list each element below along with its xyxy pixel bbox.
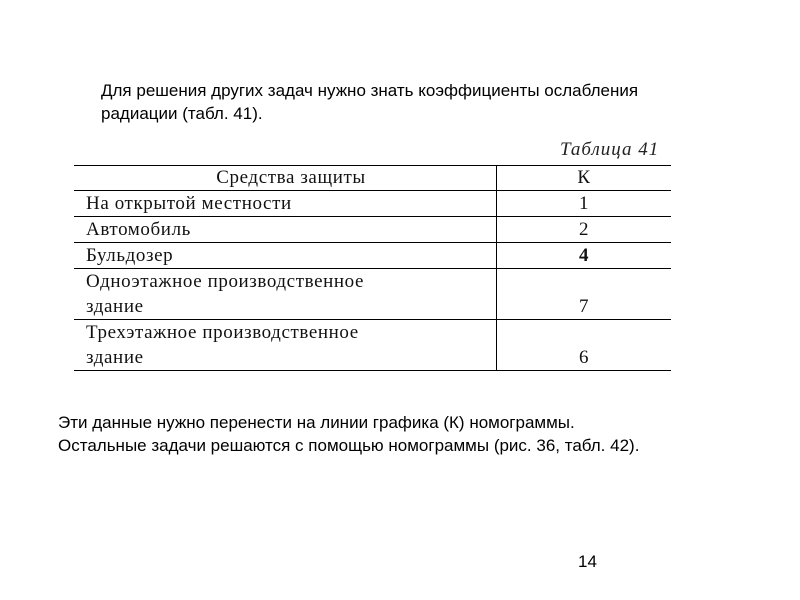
- row-name: Бульдозер: [74, 243, 497, 269]
- table-caption: Таблица 41: [560, 139, 660, 160]
- intro-line-1: Для решения других задач нужно знать коэффициенты ослабления: [101, 81, 639, 100]
- row-name-line-1: Трехэтажное производственное: [86, 322, 359, 343]
- row-name: [74, 320, 497, 371]
- header-protection-means: Средства защиты: [74, 166, 497, 191]
- row-k-value: 4: [497, 243, 672, 269]
- row-k-value: 2: [497, 217, 672, 243]
- table-header-row: [74, 166, 671, 191]
- outro-line-2: Остальные задачи решаются с помощью номограммы (рис. 36, табл. 42).: [58, 436, 640, 455]
- row-name: На открытой местности: [74, 191, 497, 217]
- intro-line-2: радиации (табл. 41).: [101, 104, 263, 123]
- table-row: [74, 191, 671, 217]
- row-name: [74, 269, 497, 320]
- attenuation-table: [74, 165, 671, 371]
- outro-line-1: Эти данные нужно перенести на линии графика (К) номограммы.: [58, 413, 575, 432]
- row-name-line-1: Одноэтажное производственное: [86, 271, 365, 292]
- page-number: 14: [578, 552, 597, 571]
- row-name: Автомобиль: [74, 217, 497, 243]
- outro-paragraph: [58, 411, 778, 457]
- table-row: [74, 320, 671, 371]
- row-k-value: 6: [497, 320, 672, 371]
- header-k: К: [497, 166, 672, 191]
- table-row: [74, 269, 671, 320]
- row-k-value: 1: [497, 191, 672, 217]
- row-name-line-2: здание: [86, 347, 144, 368]
- table-row: [74, 217, 671, 243]
- row-k-value: 7: [497, 269, 672, 320]
- table-row: [74, 243, 671, 269]
- row-name-line-2: здание: [86, 296, 144, 317]
- intro-paragraph: [101, 79, 761, 125]
